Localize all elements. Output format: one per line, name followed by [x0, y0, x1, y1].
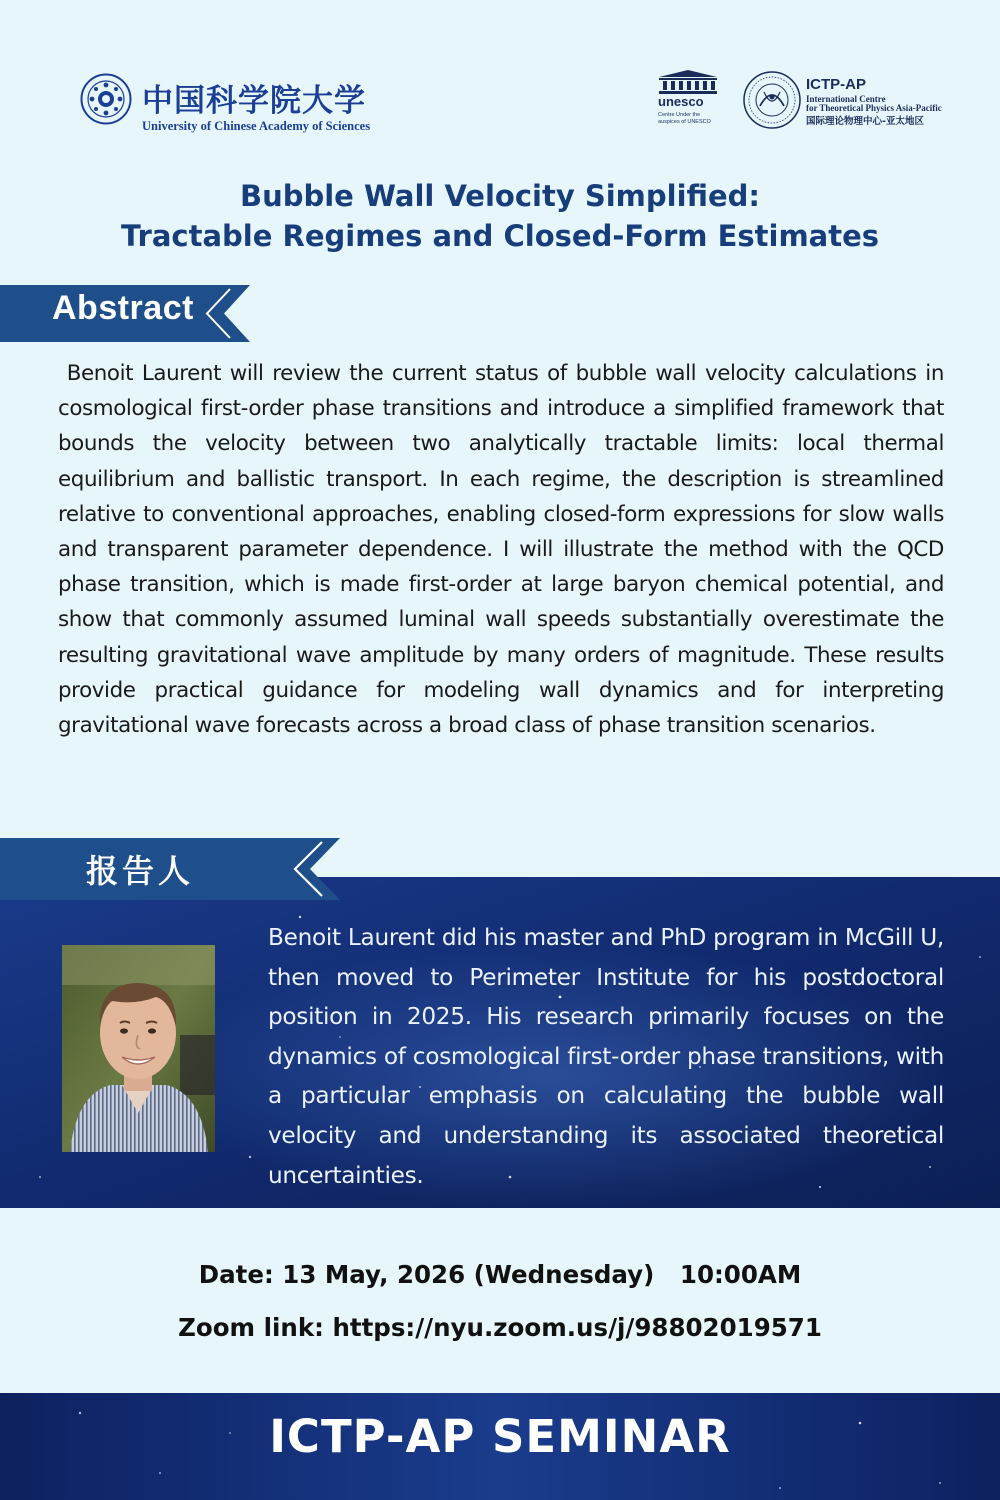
abstract-body: Benoit Laurent will review the current status of bubble wall velocity calculations in cosmological first-order phase transitions and introduce a simplified framework that bounds the velocity between two analytically tractable limits: local thermal equilibrium and ballistic transport. In each regime, the description is streamlined relative to conventional approaches, enabling closed-form expressions for slow walls and transparent parameter dependence. I will illustrate the method with the QCD phase transition, which is made first-order at large baryon chemical potential, and show that commonly assumed luminal wall speeds substantially overestimate the resulting gravitational wave amplitude by many orders of magnitude. These results provide practical guidance for modeling wall dynamics and for interpreting gravitational wave forecasts across a broad class of phase transition scenarios.	[58, 361, 944, 739]
unesco-logo	[654, 70, 724, 148]
ucas-name-chinese: 中国科学院大学	[142, 83, 366, 119]
ucas-logo	[80, 73, 370, 135]
talk-title	[0, 176, 1000, 256]
zoom-link[interactable]: Zoom link: https://nyu.zoom.us/j/98802019571	[178, 1313, 822, 1342]
ucas-name-english: University of Chinese Academy of Sciences	[142, 119, 371, 133]
ucas-seal-icon	[80, 73, 132, 125]
ictp-fullname-line2: for Theoretical Physics Asia-Pacific	[806, 103, 942, 113]
ictp-name-chinese: 国际理论物理中心-亚太地区	[806, 116, 924, 127]
talk-title-line2: Tractable Regimes and Closed-Form Estimates	[120, 219, 880, 253]
ictp-fullname-line1: International Centre	[806, 94, 886, 104]
unesco-wordmark: unesco	[658, 94, 704, 109]
ictp-ap-name: ICTP-AP	[806, 76, 866, 93]
unesco-subtitle: Centre Under the auspices of UNESCO	[658, 112, 711, 125]
ictp-ap-logo	[742, 70, 962, 132]
speaker-photo	[62, 945, 215, 1152]
ictp-emblem-icon	[742, 70, 802, 130]
talk-title-line1: Bubble Wall Velocity Simplified:	[239, 179, 761, 213]
unesco-temple-icon	[657, 70, 719, 94]
speaker-bio: Benoit Laurent did his master and PhD program in McGill U, then moved to Perimeter Institute for his postdoctoral position in 2025. His research primarily focuses on the dynamics of cosmological first-order phase transitions, with a particular emphasis on calculating the bubble wall velocity and understanding its associated theoretical uncertainties.	[268, 924, 944, 1189]
seminar-series-title: ICTP-AP SEMINAR	[269, 1410, 731, 1463]
speaker-heading: 报告人	[86, 852, 195, 890]
abstract-heading: Abstract	[52, 289, 194, 327]
event-date-time: Date: 13 May, 2026 (Wednesday) 10:00AM	[198, 1260, 802, 1289]
